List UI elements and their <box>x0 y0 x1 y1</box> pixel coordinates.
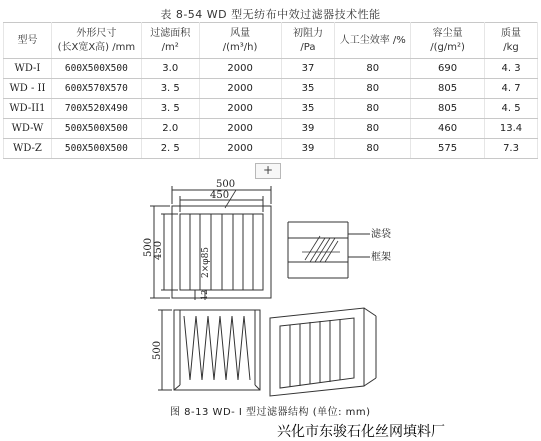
cell-model: WD - II <box>4 79 52 99</box>
filter-bag-hatch <box>302 236 340 262</box>
cell-resistance: 35 <box>281 99 335 119</box>
watermark-text: 兴化市东骏石化丝网填料厂 <box>277 424 445 440</box>
perspective-view <box>158 310 260 390</box>
cell-dust-capacity: 805 <box>411 79 485 99</box>
cell-resistance: 39 <box>281 139 335 159</box>
col-header-dimensions: 外形尺寸 (长X宽X高) /mm <box>51 23 141 59</box>
cell-resistance: 39 <box>281 119 335 139</box>
cell-airflow: 2000 <box>199 139 281 159</box>
cell-filter-area: 2. 5 <box>141 139 199 159</box>
cell-airflow: 2000 <box>199 79 281 99</box>
cell-dust-capacity: 460 <box>411 119 485 139</box>
cell-efficiency: 80 <box>335 119 411 139</box>
cell-dust-capacity: 690 <box>411 59 485 79</box>
col-header-resistance: 初阻力 /Pa <box>281 23 335 59</box>
cell-dust-capacity: 575 <box>411 139 485 159</box>
figure-caption: 图 8-13 WD- I 型过滤器结构 (单位: mm) <box>170 407 371 418</box>
cell-dimensions: 500X500X500 <box>51 119 141 139</box>
col-header-dust-capacity: 容尘量 /(g/m²) <box>411 23 485 59</box>
cell-efficiency: 80 <box>335 99 411 119</box>
cell-mass: 4. 7 <box>485 79 538 99</box>
side-view <box>288 222 370 278</box>
cell-filter-area: 3. 5 <box>141 99 199 119</box>
dim-side-height: 500 <box>152 340 163 360</box>
front-view <box>150 186 271 300</box>
cell-dimensions: 500X500X500 <box>51 139 141 159</box>
cell-efficiency: 80 <box>335 59 411 79</box>
col-header-filter-area: 过滤面积 /m² <box>141 23 199 59</box>
cell-airflow: 2000 <box>199 119 281 139</box>
dim-bottom: 12 <box>200 289 209 300</box>
cell-model: WD-I <box>4 59 52 79</box>
cell-efficiency: 80 <box>335 139 411 159</box>
cell-airflow: 2000 <box>199 99 281 119</box>
cell-airflow: 2000 <box>199 59 281 79</box>
label-frame: 框架 <box>371 252 391 263</box>
table-title: 表 8-54 WD 型无纺布中效过滤器技术性能 <box>160 8 381 21</box>
cell-efficiency: 80 <box>335 79 411 99</box>
col-header-efficiency: 人工尘效率 /% <box>335 23 411 59</box>
col-header-airflow: 风量 /(m³/h) <box>199 23 281 59</box>
label-bag: 滤袋 <box>371 229 391 240</box>
cell-filter-area: 3.0 <box>141 59 199 79</box>
cell-dimensions: 600X500X500 <box>51 59 141 79</box>
dim-bag-spacing: 2×φ85 <box>201 246 211 278</box>
dim-inner-width: 450 <box>210 190 230 201</box>
cell-model: WD-Z <box>4 139 52 159</box>
cell-mass: 7.3 <box>485 139 538 159</box>
dim-outer-width: 500 <box>216 179 236 190</box>
cell-resistance: 35 <box>281 79 335 99</box>
cell-dust-capacity: 805 <box>411 99 485 119</box>
expand-table-button[interactable]: + <box>255 163 281 179</box>
col-header-mass: 质量 /kg <box>485 23 538 59</box>
cell-mass: 13.4 <box>485 119 538 139</box>
cell-filter-area: 3. 5 <box>141 79 199 99</box>
isometric-view <box>270 308 376 396</box>
dim-height-inner: 450 <box>153 240 164 260</box>
cell-resistance: 37 <box>281 59 335 79</box>
cell-filter-area: 2.0 <box>141 119 199 139</box>
dim-height-outer: 500 <box>143 237 154 257</box>
cell-dimensions: 700X520X490 <box>51 99 141 119</box>
cell-model: WD-II1 <box>4 99 52 119</box>
cell-model: WD-W <box>4 119 52 139</box>
cell-mass: 4. 3 <box>485 59 538 79</box>
col-header-model: 型号 <box>4 23 52 59</box>
cell-dimensions: 600X570X570 <box>51 79 141 99</box>
cell-mass: 4. 5 <box>485 99 538 119</box>
